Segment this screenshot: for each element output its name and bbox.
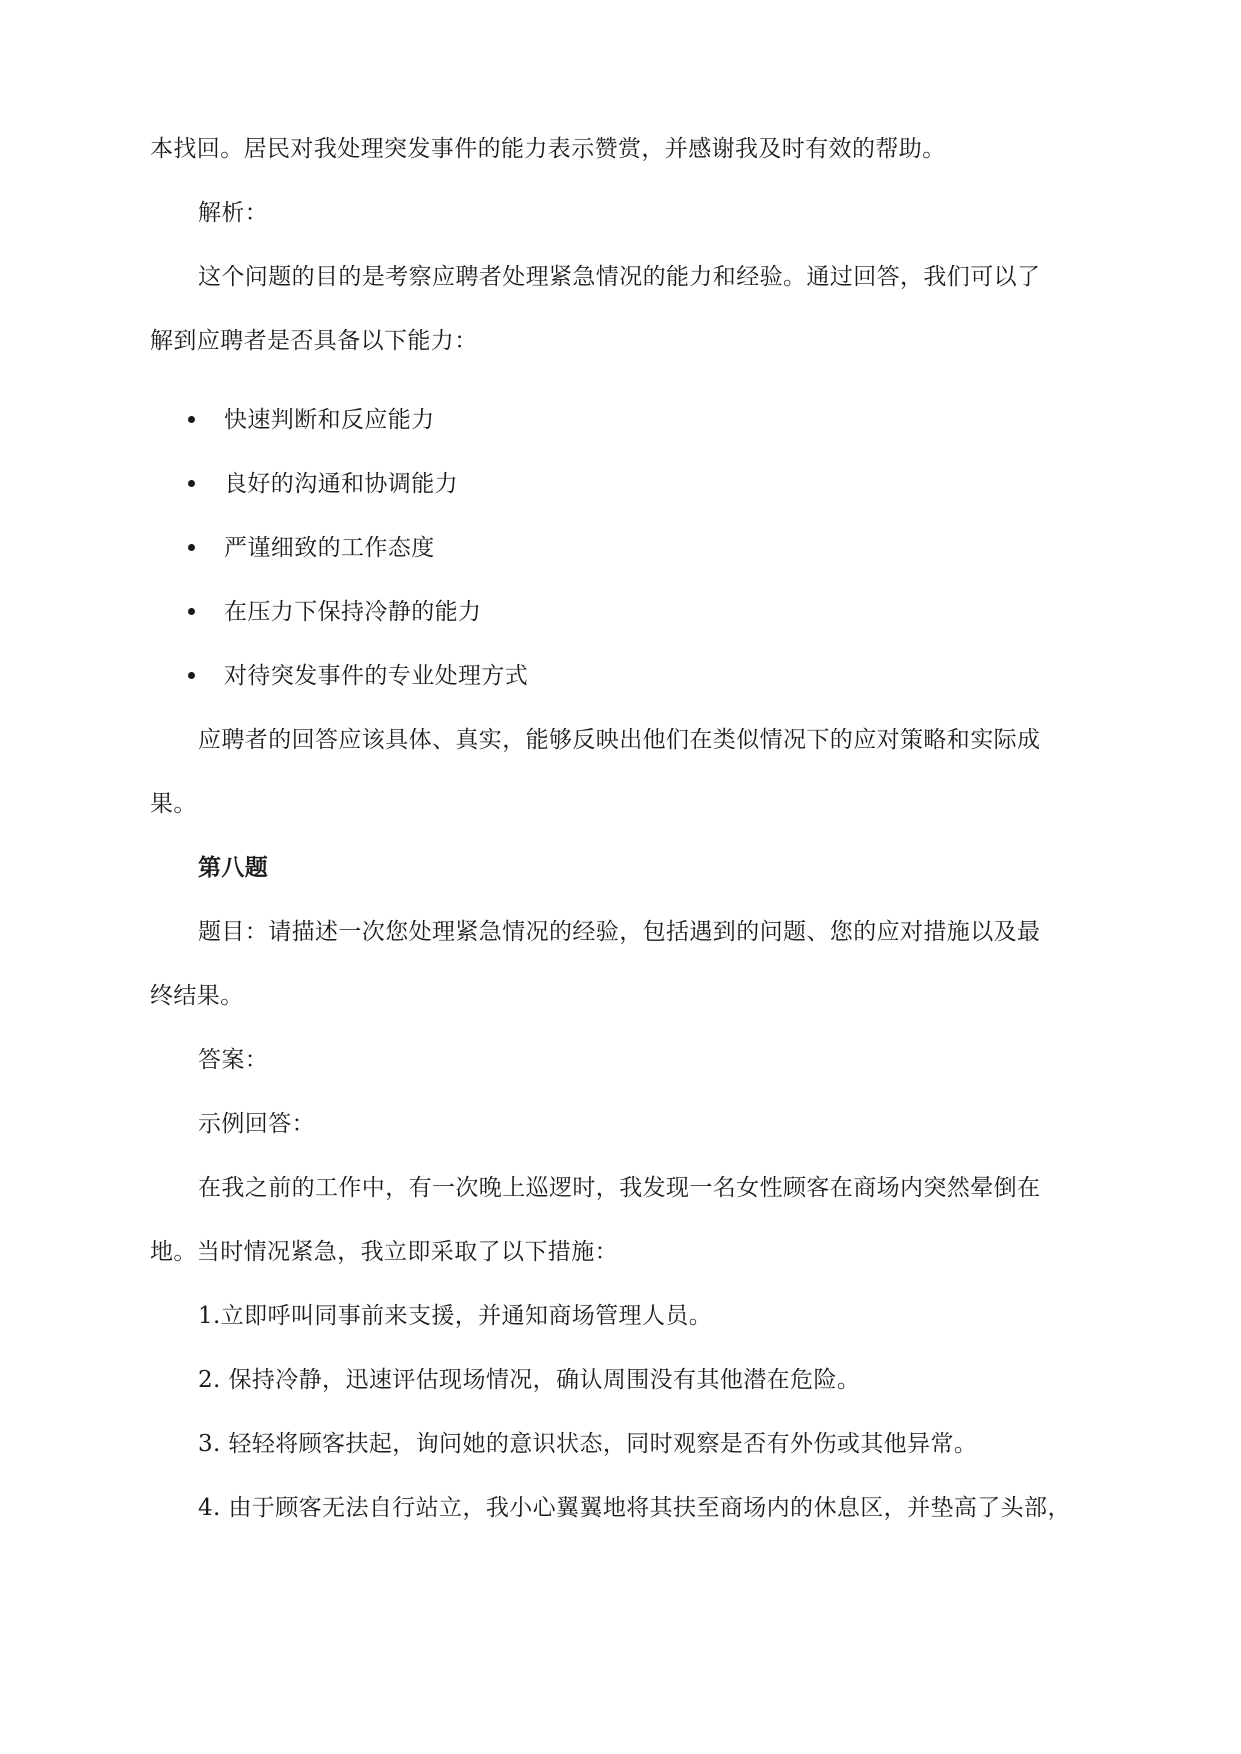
question-line: 题目：请描述一次您处理紧急情况的经验，包括遇到的问题、您的应对措施以及最: [198, 919, 1041, 945]
analysis-paragraph-line: 解到应聘者是否具备以下能力：: [150, 328, 478, 354]
section-heading: 第八题: [198, 854, 269, 881]
answer-label: 答案：: [198, 1047, 269, 1073]
bullet-dot-icon: [188, 480, 195, 487]
story-paragraph-line: 地。当时情况紧急，我立即采取了以下措施：: [150, 1239, 618, 1265]
analysis-paragraph-line: 这个问题的目的是考察应聘者处理紧急情况的能力和经验。通过回答，我们可以了: [198, 264, 1041, 290]
story-paragraph-line: 在我之前的工作中，有一次晚上巡逻时，我发现一名女性顾客在商场内突然晕倒在: [198, 1175, 1041, 1201]
bullet-text: 良好的沟通和协调能力: [224, 471, 458, 497]
analysis-label: 解析：: [198, 200, 269, 226]
step-item: 1.立即呼叫同事前来支援，并通知商场管理人员。: [198, 1303, 713, 1329]
conclusion-paragraph-line: 果。: [150, 791, 197, 817]
step-item: 3. 轻轻将顾客扶起，询问她的意识状态，同时观察是否有外伤或其他异常。: [198, 1431, 978, 1457]
bullet-dot-icon: [188, 416, 195, 423]
paragraph-line: 本找回。居民对我处理突发事件的能力表示赞赏，并感谢我及时有效的帮助。: [150, 136, 946, 162]
example-label: 示例回答：: [198, 1111, 315, 1137]
step-item: 2. 保持冷静，迅速评估现场情况，确认周围没有其他潜在危险。: [198, 1367, 861, 1393]
question-line: 终结果。: [150, 983, 244, 1009]
bullet-text: 严谨细致的工作态度: [224, 535, 435, 561]
bullet-text: 在压力下保持冷静的能力: [224, 599, 482, 625]
bullet-dot-icon: [188, 544, 195, 551]
bullet-text: 快速判断和反应能力: [224, 407, 435, 433]
bullet-dot-icon: [188, 672, 195, 679]
conclusion-paragraph-line: 应聘者的回答应该具体、真实，能够反映出他们在类似情况下的应对策略和实际成: [198, 727, 1041, 753]
bullet-text: 对待突发事件的专业处理方式: [224, 663, 529, 689]
bullet-dot-icon: [188, 608, 195, 615]
step-item: 4. 由于顾客无法自行站立，我小心翼翼地将其扶至商场内的休息区，并垫高了头部，: [198, 1495, 1071, 1521]
